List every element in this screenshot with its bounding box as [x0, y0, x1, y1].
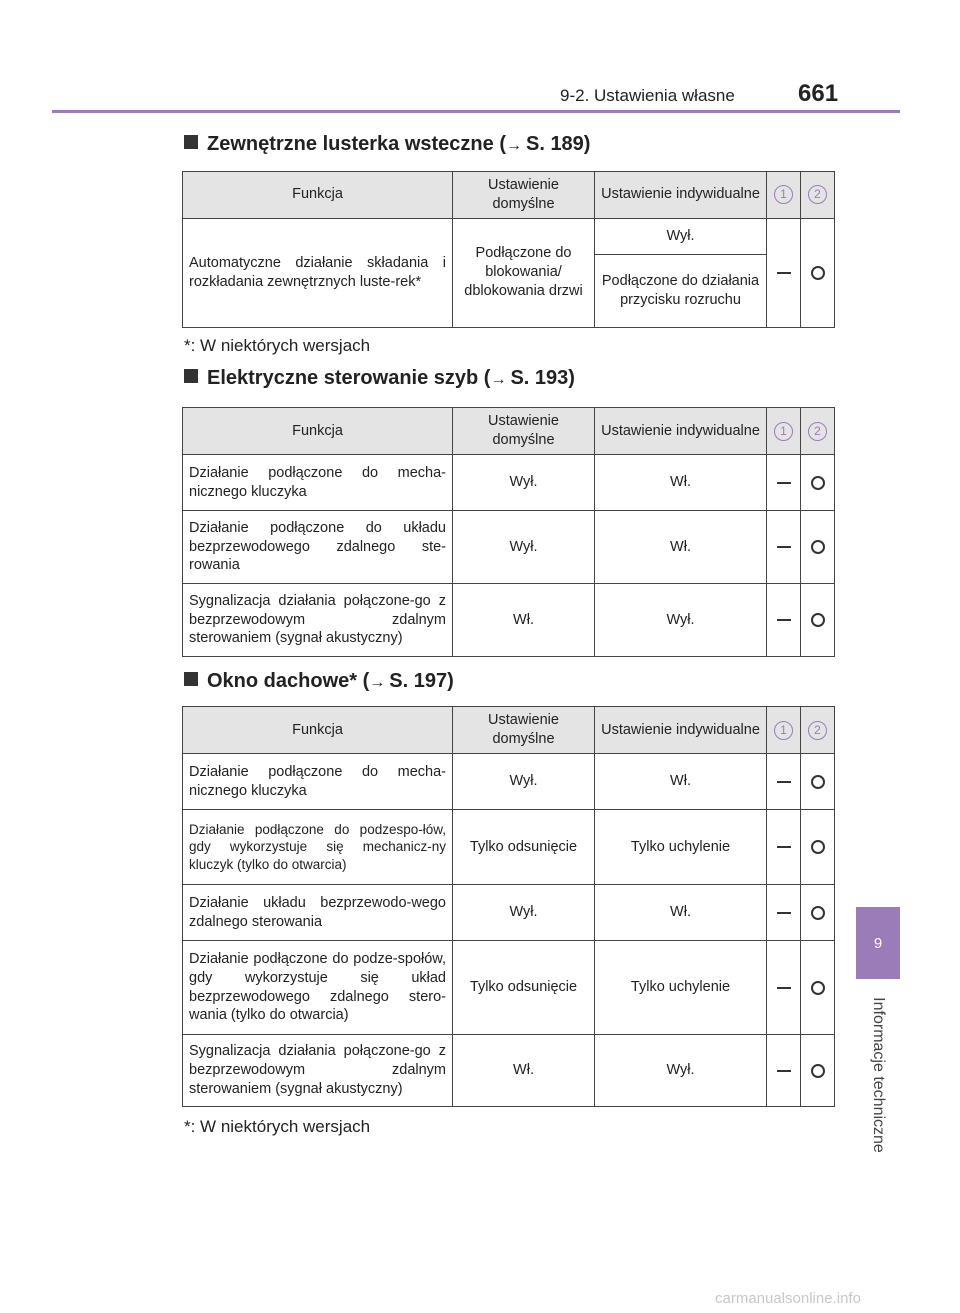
circle-mark-icon	[801, 584, 835, 657]
table-row	[183, 455, 835, 511]
custom-cell: Wł.	[595, 511, 767, 584]
square-bullet-icon	[184, 135, 198, 149]
default-cell: Tylko odsunięcie	[453, 941, 595, 1035]
circle-mark-icon	[801, 941, 835, 1035]
column-header-1	[767, 408, 801, 455]
section-title: Elektryczne sterowanie szyb (	[207, 367, 491, 389]
column-header-2	[801, 172, 835, 219]
column-header-2	[801, 408, 835, 455]
column-header-1	[767, 172, 801, 219]
section-title: Okno dachowe* (	[207, 670, 370, 692]
default-cell: Wył.	[453, 754, 595, 810]
section-heading-windows	[184, 367, 575, 390]
dash-icon	[767, 810, 801, 885]
dash-icon	[767, 218, 801, 327]
table-row	[183, 584, 835, 657]
function-cell: Działanie podłączone do mecha-nicznego kluczyka	[183, 754, 453, 810]
column-header-custom: Ustawienie indywidualne	[595, 408, 767, 455]
column-header-default: Ustawienie domyślne	[453, 707, 595, 754]
dash-icon	[767, 1035, 801, 1107]
table-header-row	[183, 408, 835, 455]
circle-mark-icon	[801, 810, 835, 885]
page-number: 661	[798, 80, 839, 107]
settings-table-windows	[182, 407, 835, 657]
circled-2-icon: 2	[808, 721, 827, 740]
section-heading-mirrors	[184, 133, 590, 156]
column-header-1	[767, 707, 801, 754]
arrow-right-icon: →	[490, 371, 507, 388]
circle-mark-icon	[801, 1035, 835, 1107]
section-title: Zewnętrzne lusterka wsteczne (	[207, 133, 506, 155]
table-row	[183, 885, 835, 941]
circled-1-icon: 1	[774, 721, 793, 740]
circled-1-icon: 1	[774, 185, 793, 204]
custom-cell: Wył.	[595, 584, 767, 657]
chapter-tab	[856, 907, 900, 979]
dash-icon	[767, 584, 801, 657]
column-header-function: Funkcja	[183, 408, 453, 455]
dash-icon	[767, 885, 801, 941]
footnote: *: W niektórych wersjach	[184, 336, 371, 355]
arrow-right-icon: →	[369, 674, 386, 691]
table-row	[183, 810, 835, 885]
square-bullet-icon	[184, 369, 198, 383]
table-row	[183, 511, 835, 584]
table-header-row	[183, 172, 835, 219]
custom-cell: Podłączone do działania przycisku rozruchu	[595, 254, 767, 327]
custom-cell: Wył.	[595, 218, 767, 254]
running-header-section: 9-2. Ustawienia własne	[560, 86, 735, 105]
function-cell: Automatyczne działanie składania i rozkładania zewnętrznych luste-rek*	[183, 218, 453, 327]
table-header-row	[183, 707, 835, 754]
circle-mark-icon	[801, 511, 835, 584]
function-cell: Działanie podłączone do układu bezprzewodowego zdalnego ste-rowania	[183, 511, 453, 584]
chapter-label: Informacje techniczne	[870, 997, 887, 1153]
dash-icon	[767, 754, 801, 810]
function-cell: Działanie podłączone do podze-społów, gdy wykorzystuje się układ bezprzewodowego zdalnego stero-wania (tylko do otwarcia)	[183, 941, 453, 1035]
page-reference: S. 189)	[525, 133, 591, 155]
circle-mark-icon	[801, 754, 835, 810]
settings-table-mirrors	[182, 171, 835, 328]
table-row	[183, 754, 835, 810]
table-row	[183, 1035, 835, 1107]
function-cell: Działanie podłączone do mecha-nicznego kluczyka	[183, 455, 453, 511]
custom-cell: Wł.	[595, 455, 767, 511]
custom-cell: Tylko uchylenie	[595, 810, 767, 885]
footnote: *: W niektórych wersjach	[184, 1117, 371, 1136]
column-header-custom: Ustawienie indywidualne	[595, 707, 767, 754]
custom-cell: Tylko uchylenie	[595, 941, 767, 1035]
dash-icon	[767, 455, 801, 511]
column-header-2	[801, 707, 835, 754]
header-rule	[52, 110, 900, 113]
page-reference: S. 193)	[510, 367, 575, 389]
default-cell: Wył.	[453, 511, 595, 584]
column-header-function: Funkcja	[183, 707, 453, 754]
circle-mark-icon	[801, 885, 835, 941]
chapter-number: 9	[873, 935, 883, 952]
function-cell: Sygnalizacja działania połączone-go z bezprzewodowym zdalnym sterowaniem (sygnał akustyczny)	[183, 1035, 453, 1107]
custom-cell: Wł.	[595, 885, 767, 941]
default-cell: Wł.	[453, 584, 595, 657]
settings-table-sunroof	[182, 706, 835, 1107]
function-cell: Sygnalizacja działania połączone-go z bezprzewodowym zdalnym sterowaniem (sygnał akustyczny)	[183, 584, 453, 657]
column-header-custom: Ustawienie indywidualne	[595, 172, 767, 219]
page-reference: S. 197)	[389, 670, 454, 692]
table-row	[183, 218, 835, 254]
custom-cell: Wł.	[595, 754, 767, 810]
column-header-default: Ustawienie domyślne	[453, 408, 595, 455]
section-heading-sunroof	[184, 670, 454, 693]
table-row	[183, 941, 835, 1035]
default-cell: Podłączone do blokowania/ dblokowania drzwi	[453, 218, 595, 327]
circle-mark-icon	[801, 218, 835, 327]
default-cell: Wył.	[453, 455, 595, 511]
circled-2-icon: 2	[808, 185, 827, 204]
circle-mark-icon	[801, 455, 835, 511]
function-cell: Działanie podłączone do podzespo-łów, gdy wykorzystuje się mechanicz-ny kluczyk (tylko do otwarcia)	[183, 810, 453, 885]
function-cell: Działanie układu bezprzewodo-wego zdalnego sterowania	[183, 885, 453, 941]
custom-cell: Wył.	[595, 1035, 767, 1107]
column-header-function: Funkcja	[183, 172, 453, 219]
arrow-right-icon: →	[505, 137, 522, 154]
dash-icon	[767, 511, 801, 584]
default-cell: Tylko odsunięcie	[453, 810, 595, 885]
column-header-default: Ustawienie domyślne	[453, 172, 595, 219]
dash-icon	[767, 941, 801, 1035]
circled-1-icon: 1	[774, 422, 793, 441]
square-bullet-icon	[184, 672, 198, 686]
watermark: carmanualsonline.info	[715, 1290, 861, 1307]
circled-2-icon: 2	[808, 422, 827, 441]
default-cell: Wł.	[453, 1035, 595, 1107]
default-cell: Wył.	[453, 885, 595, 941]
